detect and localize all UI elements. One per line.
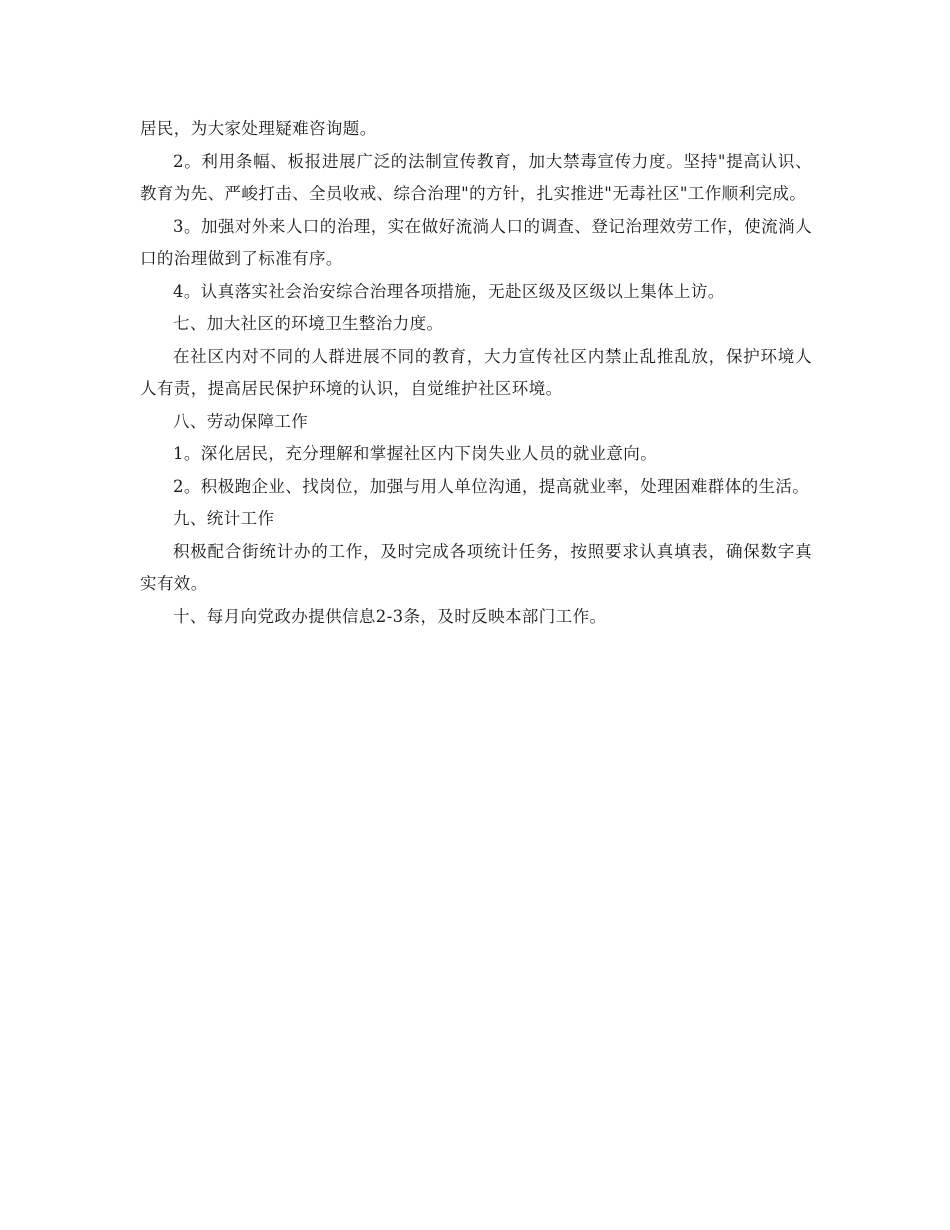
- paragraph-item-2-publicity: 2。利用条幅、板报进展广泛的法制宣传教育，加大禁毒宣传力度。坚持"提高认识、教育为先、严峻打击、全员收戒、综合治理"的方针，扎实推进"无毒社区"工作顺利完成。: [140, 151, 812, 203]
- paragraph-statistics: 积极配合街统计办的工作，及时完成各项统计任务，按照要求认真填表，确保数字真实有效。: [140, 541, 812, 593]
- document-body: [140, 113, 812, 633]
- paragraph-item-4-public-security: 4。认真落实社会治安综合治理各项措施，无赴区级及区级以上集体上访。: [173, 281, 725, 301]
- paragraph-environment: 在社区内对不同的人群进展不同的教育，大力宣传社区内禁止乱推乱放，保护环境人人有责，提高居民保护环境的认识，自觉维护社区环境。: [140, 346, 812, 398]
- section-heading-ten: 十、每月向党政办提供信息2-3条，及时反映本部门工作。: [173, 606, 607, 626]
- section-heading-seven: 七、加大社区的环境卫生整治力度。: [173, 314, 444, 333]
- paragraph-continuation: 居民，为大家处理疑难咨询题。: [140, 119, 377, 138]
- paragraph-item-1-employment: 1。深化居民，充分理解和掌握社区内下岗失业人员的就业意向。: [173, 444, 658, 463]
- section-heading-nine: 九、统计工作: [173, 509, 275, 528]
- paragraph-item-3-migrant-population: 3。加强对外来人口的治理，实在做好流淌人口的调查、登记治理效劳工作，使流淌人口的治理做到了标准有序。: [140, 216, 812, 268]
- paragraph-item-2-jobs: 2。积极跑企业、找岗位，加强与用人单位沟通，提高就业率，处理困难群体的生活。: [173, 476, 810, 496]
- section-heading-eight: 八、劳动保障工作: [173, 411, 309, 431]
